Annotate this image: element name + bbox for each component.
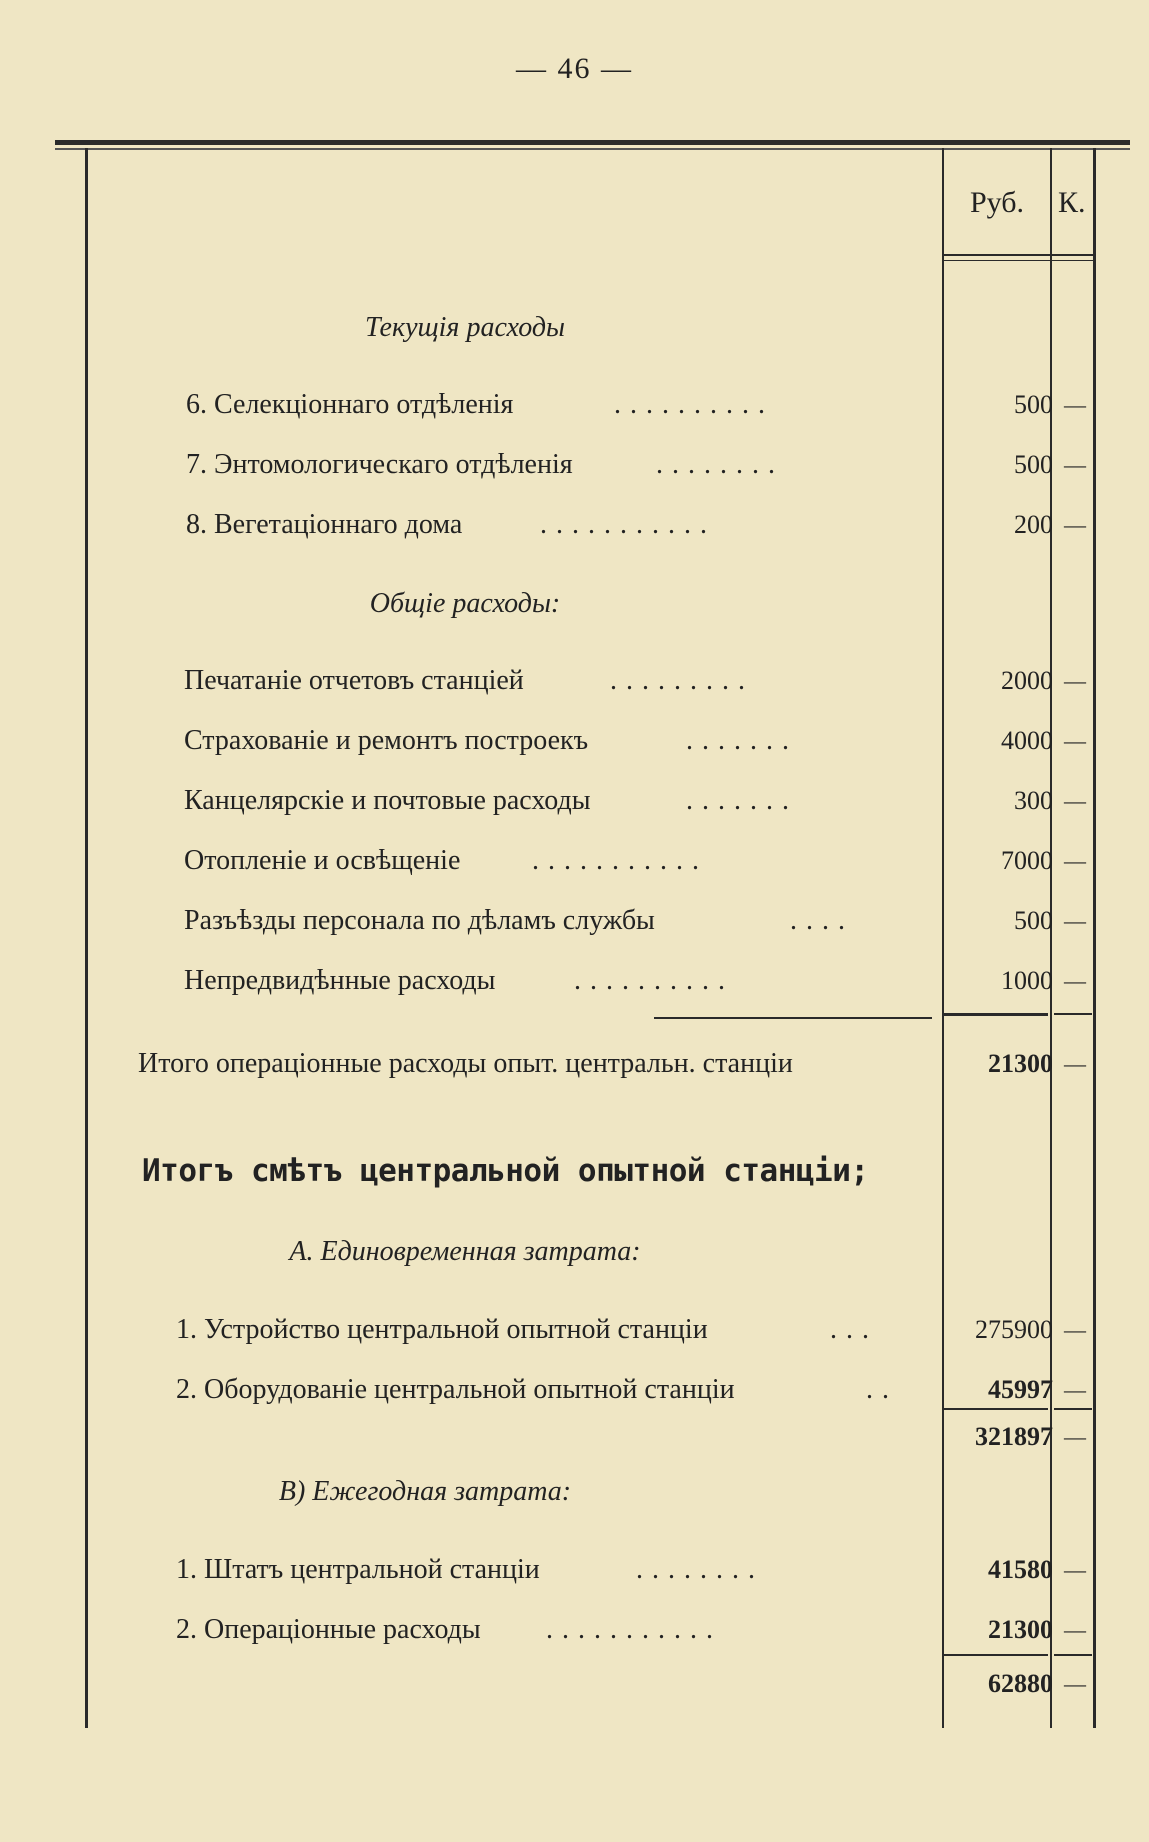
table-row [0,901,1149,941]
leader-dots: ......... [610,665,754,696]
leader-dots: ....... [686,725,798,756]
section-annual-cost: В) Ежегодная затрата: [278,1476,572,1507]
row-description: 8. Вегетаціоннаго дома [186,509,463,540]
row-kopecks: — [1064,452,1086,477]
section-one-time-cost: А. Единовременная затрата: [289,1236,641,1267]
table-row [0,961,1149,1001]
leader-dots: .......... [614,389,774,420]
leader-dots: ........... [540,509,716,540]
sum-line-b-kop [1054,1654,1092,1656]
row-kopecks: — [1064,728,1086,753]
page-number: — 46 — [516,52,633,85]
leader-dots: ........... [532,845,708,876]
row-description: 1. Устройство центральной опытной станціи [176,1314,708,1345]
table-row [0,505,1149,545]
row-description: Непредвидѣнные расходы [184,965,496,996]
row-description: 1. Штатъ центральной станціи [176,1554,540,1585]
sum-line-a [944,1408,1048,1410]
sum-line-rub [944,1013,1048,1016]
row-rubles: 300 [1014,786,1053,815]
row-kopecks: — [1064,1317,1086,1342]
rub-header: Руб. [970,186,1025,219]
sum-line-a-kop [1054,1408,1092,1410]
row-rubles: 2000 [1001,666,1053,695]
table-row [0,661,1149,701]
row-description: 7. Энтомологическаго отдѣленія [186,449,573,480]
row-kopecks: — [1064,908,1086,933]
table-row [0,1370,1149,1410]
leader-dots: ........... [546,1614,722,1645]
total-a-row [0,1417,1149,1457]
table-row [0,385,1149,425]
sum-line-b [944,1654,1048,1656]
header-separator-thin [944,260,1094,261]
row-description: Печатаніе отчетовъ станціей [184,665,524,696]
table-row [0,1550,1149,1590]
row-description: Отопленіе и освѣщеніе [184,845,461,876]
total-b-kopecks: — [1064,1671,1086,1696]
row-description: Канцелярскіе и почтовые расходы [184,785,591,816]
row-kopecks: — [1064,668,1086,693]
total-b-row [0,1664,1149,1704]
row-rubles: 41580 [988,1555,1053,1584]
table-row [0,781,1149,821]
row-kopecks: — [1064,392,1086,417]
row-rubles: 275900 [975,1315,1053,1344]
row-rubles: 200 [1014,510,1053,539]
sum-line-kop [1054,1013,1092,1015]
sum-line-left [654,1017,932,1019]
table-row [0,1610,1149,1650]
top-rule-thin [55,148,1130,150]
table-row [0,445,1149,485]
leader-dots: .......... [574,965,734,996]
kop-header: К. [1058,186,1086,219]
leader-dots: ........ [656,449,784,480]
section-general-expenses: Общіе расходы: [369,588,561,619]
top-rule [55,140,1130,145]
row-kopecks: — [1064,512,1086,537]
leader-dots: .. [866,1374,898,1405]
row-description: Страхованіе и ремонтъ построекъ [184,725,589,756]
row-rubles: 7000 [1001,846,1053,875]
row-rubles: 1000 [1001,966,1053,995]
summary-title: Итогъ смѣтъ центральной опытной станціи; [142,1153,869,1189]
row-kopecks: — [1064,1617,1086,1642]
table-row [0,721,1149,761]
row-rubles: 500 [1014,906,1053,935]
total-a-rubles: 321897 [975,1422,1053,1451]
row-rubles: 21300 [988,1615,1053,1644]
row-description: 2. Операціонные расходы [176,1614,481,1645]
row-rubles: 45997 [988,1375,1053,1404]
row-rubles: 500 [1014,390,1053,419]
section-current-expenses: Текущія расходы [365,312,565,343]
row-kopecks: — [1064,848,1086,873]
total-operational-row [0,1044,1149,1084]
total-a-kopecks: — [1064,1424,1086,1449]
table-row [0,841,1149,881]
total-operational-rubles: 21300 [988,1049,1053,1078]
row-kopecks: — [1064,968,1086,993]
leader-dots: ... [830,1314,878,1345]
row-kopecks: — [1064,1377,1086,1402]
row-kopecks: — [1064,1557,1086,1582]
leader-dots: ....... [686,785,798,816]
leader-dots: ........ [636,1554,764,1585]
row-description: 2. Оборудованіе центральной опытной станціи [176,1374,735,1405]
header-separator [944,254,1094,256]
row-kopecks: — [1064,788,1086,813]
total-operational-label: Итого операціонные расходы опыт. центральн. станціи [138,1048,793,1079]
row-description: 6. Селекціоннаго отдѣленія [186,389,514,420]
row-rubles: 500 [1014,450,1053,479]
leader-dots: .... [790,905,854,936]
total-operational-kopecks: — [1064,1051,1086,1076]
table-row [0,1310,1149,1350]
row-rubles: 4000 [1001,726,1053,755]
row-description: Разъѣзды персонала по дѣламъ службы [184,905,655,936]
total-b-rubles: 62880 [988,1669,1053,1698]
